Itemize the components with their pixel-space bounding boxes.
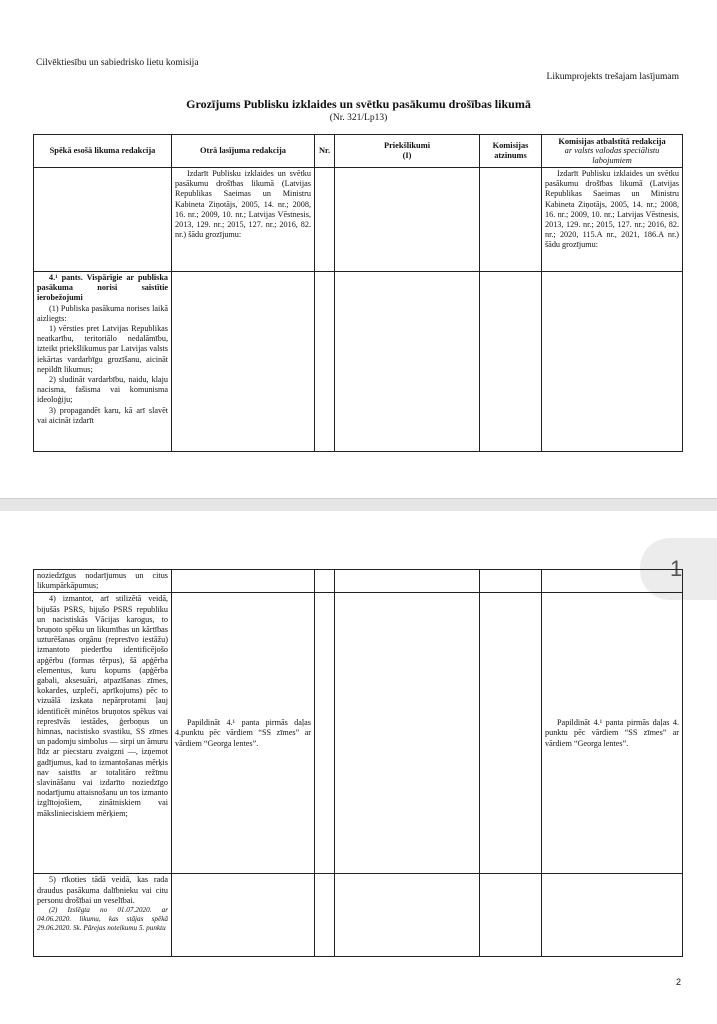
article-item-5-and-note [34, 874, 172, 957]
column-header-opinion: Komisijas atzinums [480, 135, 542, 168]
intro-supported: Izdarīt Publisku izklaides un svētku pasākumu drošības likumā (Latvijas Republikas Saeimas un Ministru Kabineta Ziņotājs, 2005, 14. nr.; 2008, 16. nr.; 2009, 10. nr.; Latvijas Vēstnesis, 2013, 129. nr.; 2015, 127. nr.; 2016, 82. nr.; 2020, 115.A nr., 2021, 186.A nr.) šādu grozījumu: [542, 168, 683, 272]
cell-empty [315, 874, 335, 957]
cell-empty [335, 593, 480, 874]
article-item-3-end: noziedzīgus nodarījumus un citus likumpārkāpumus; [34, 570, 172, 593]
cell-empty [480, 874, 542, 957]
article-text-part1 [34, 272, 172, 452]
cell-empty [542, 272, 683, 452]
document-page-2 [0, 511, 717, 1024]
page-separator [0, 498, 717, 512]
table-row [34, 272, 683, 452]
proposals-sub: (I) [402, 151, 412, 160]
cell-empty [480, 168, 542, 272]
proposal-second-reading: Papildināt 4.¹ panta pirmās daļas 4.punktu pēc vārdiem “SS zīmes” ar vārdiem “Georga lentes”. [172, 593, 315, 874]
article-item-5: 5) rīkoties tādā veidā, kas rada draudus pasākuma dalībnieku vai citu personu drošībai un veselībai. [37, 875, 168, 905]
cell-empty [315, 168, 335, 272]
article-paragraph-2-note: (2) Izslēgta no 01.07.2020. ar 04.06.2020. likumu, kas stājas spēkā 29.06.2020. Sk. Pārejas noteikumu 5. punktu [37, 906, 168, 933]
page-indicator-badge[interactable]: 1 [640, 538, 717, 600]
cell-empty [480, 570, 542, 593]
cell-empty [542, 570, 683, 593]
document-number: (Nr. 321/Lp13) [329, 113, 388, 123]
cell-empty [335, 570, 480, 593]
cell-empty [542, 874, 683, 957]
table-header-row [34, 135, 683, 168]
cell-empty [172, 272, 315, 452]
cell-empty [480, 593, 542, 874]
column-header-supported [542, 135, 683, 168]
cell-empty [480, 272, 542, 452]
page-number: 2 [675, 977, 681, 987]
cell-empty [315, 570, 335, 593]
supported-label: Komisijas atbalstītā redakcija [558, 136, 666, 146]
article-item-2: 2) sludināt vardarbību, naidu, klaju nacisma, fašisma vai komunisma ideoloģiju; [37, 375, 168, 405]
cell-empty [172, 570, 315, 593]
column-header-proposals [335, 135, 480, 168]
article-title: 4.¹ pants. Vispārīgie ar publiska pasākuma norisi saistītie ierobežojumi [37, 273, 168, 303]
proposals-label: Priekšlikumi [383, 141, 431, 151]
cell-empty [172, 874, 315, 957]
intro-second-reading: Izdarīt Publisku izklaides un svētku pasākumu drošības likumā (Latvijas Republikas Saeimas un Ministru Kabineta Ziņotājs, 2005, 14. nr.; 2008, 16. nr.; 2009, 10. nr.; Latvijas Vēstnesis, 2013, 129. nr.; 2015, 127. nr.; 2016, 82. nr.) šādu grozījumu: [172, 168, 315, 272]
cell-empty [335, 168, 480, 272]
amendments-table-continued [33, 569, 683, 957]
table-row [34, 593, 683, 874]
cell-empty [315, 593, 335, 874]
article-paragraph-1: (1) Publiska pasākuma norises laikā aizliegts: [37, 303, 168, 323]
reading-stage: Likumprojekts trešajam lasījumam [546, 72, 679, 82]
document-page-1 [0, 0, 717, 498]
amendments-table [33, 134, 683, 452]
cell-empty [315, 272, 335, 452]
article-item-1: 1) vērsties pret Latvijas Republikas neatkarību, teritoriālo nedalāmību, izteikt priekšlikumus par Latvijas valsts iekārtas vardarbīgu grozīšanu, aicināt nepildīt likumus; [37, 324, 168, 374]
table-row [34, 874, 683, 957]
table-row [34, 570, 683, 593]
supported-sub: ar valsts valodas speciālistu labojumiem [564, 146, 660, 165]
article-item-3-start: 3) propagandēt karu, kā arī slavēt vai aicināt izdarīt [37, 405, 168, 425]
column-header-number: Nr. [315, 135, 335, 168]
commission-name: Cilvēktiesību un sabiedrisko lietu komisija [36, 58, 199, 68]
proposal-supported: Papildināt 4.¹ panta pirmās daļas 4. punktu pēc vārdiem “SS zīmes” ar vārdiem “Georga lentes”. [542, 593, 683, 874]
cell-empty [335, 272, 480, 452]
column-header-current-law: Spēkā esošā likuma redakcija [34, 135, 172, 168]
document-title: Grozījums Publisku izklaides un svētku pasākumu drošības likumā [186, 97, 531, 111]
cell-empty [335, 874, 480, 957]
column-header-second-reading: Otrā lasījuma redakcija [172, 135, 315, 168]
table-row [34, 168, 683, 272]
cell-empty [34, 168, 172, 272]
article-item-4: 4) izmantot, arī stilizētā veidā, bijušās PSRS, bijušo PSRS republiku un nacistiskās Vācijas karogus, to bruņoto spēku un likumības un kārtības uzturēšanas orgānu (represīvo iestāžu) izmantoto piederību identificējošo apģērbu (formas tērpus), šā apģērba elementus, kuru kopums (apģērba gabali, aksesuāri, atpazīšanas zīmes, kokardes, uzpleči, aprīkojums) pēc to vizuālā izskata nepārprotami ļauj identificēt minētos bruņotos spēkus vai represīvās iestādes, ģerboņus un himnas, nacistisko svastiku, SS zīmes un padomju simbolus — sirpi un āmuru līdz ar piecstaru zvaigzni —, izņemot gadījumus, kad to izmantošanas mērķis nav saistīts ar totalitāro režīmu slavināšanu vai izdarīto noziedzīgo nodarījumu attaisnošanu un tos izmanto izglītojošiem, zinātniskiem vai mākslinieciskiem mērķiem; [34, 593, 172, 874]
